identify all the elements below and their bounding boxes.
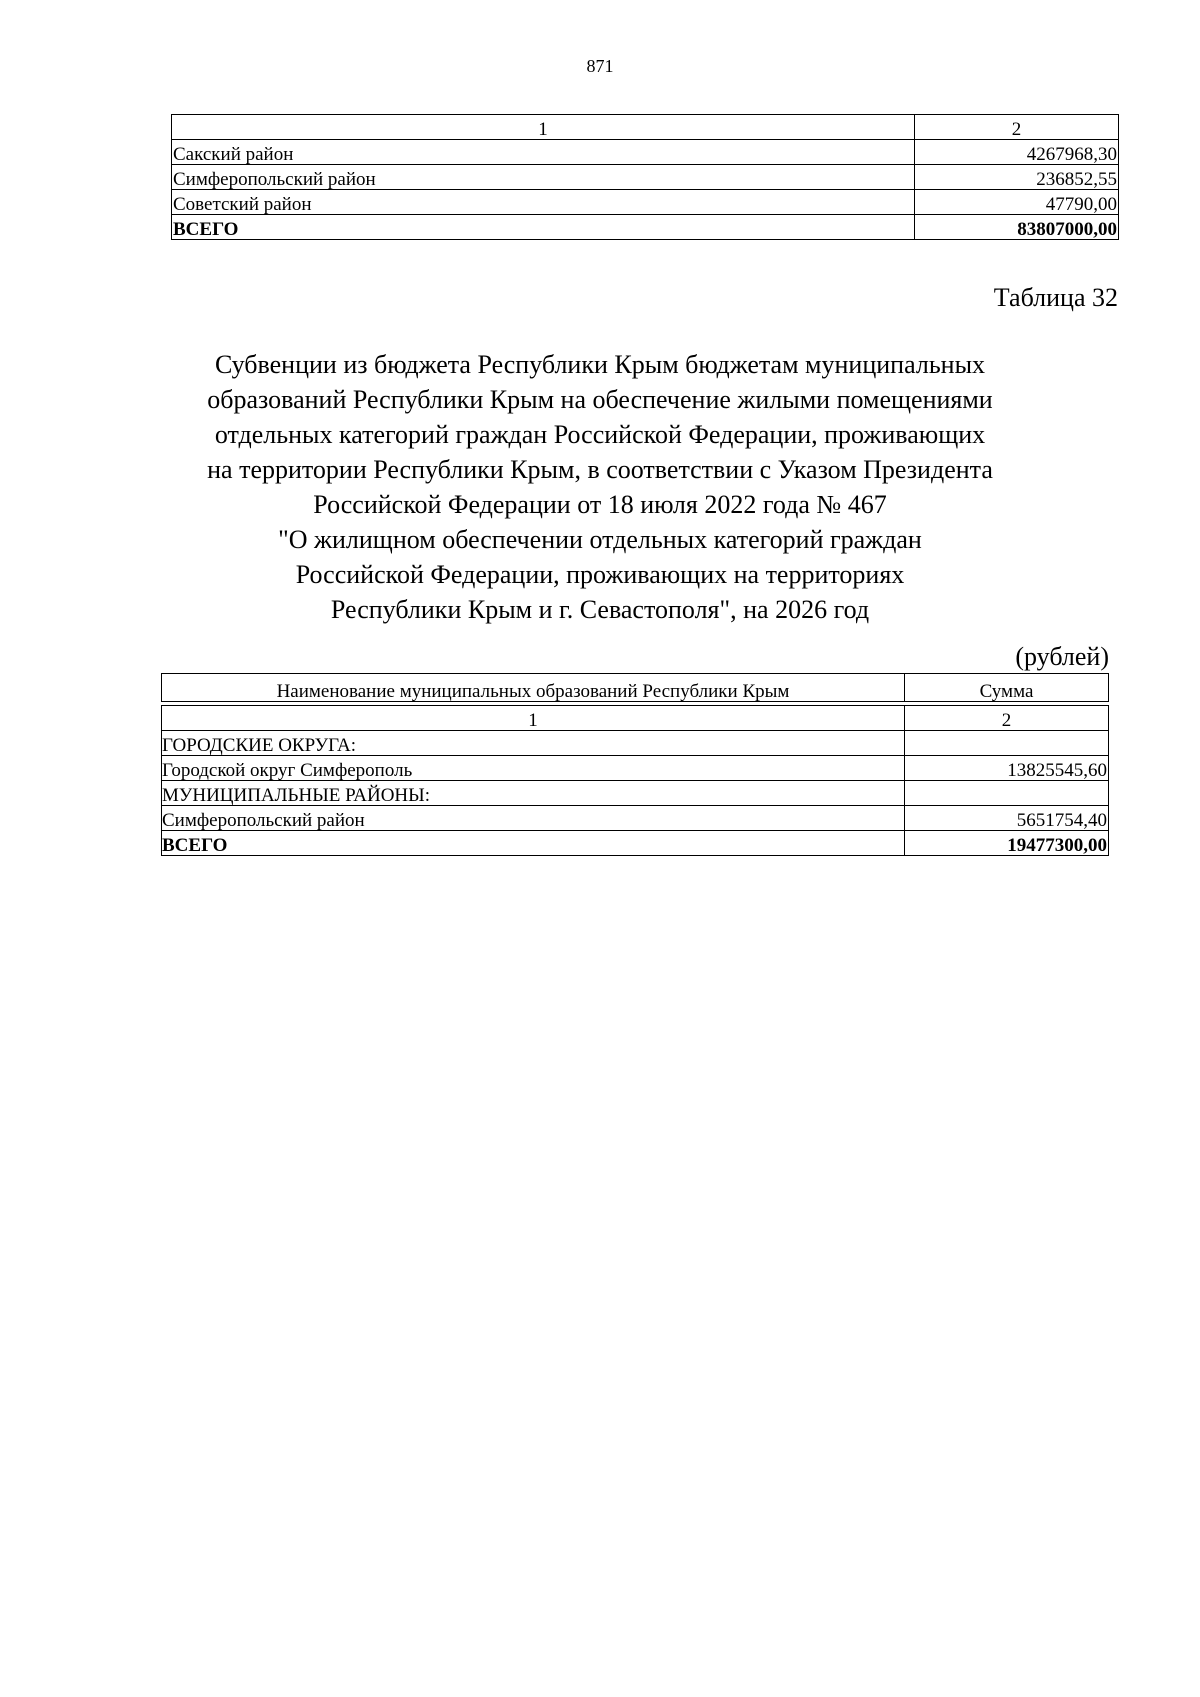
amount: [905, 781, 1109, 806]
total-row: [172, 215, 1119, 240]
municipality-name: Советский район: [172, 190, 915, 215]
column-number: 1: [172, 115, 915, 140]
continued-table: [171, 114, 1119, 240]
total-amount: 19477300,00: [905, 831, 1109, 856]
subvention-table: [161, 673, 1109, 856]
amount: 236852,55: [915, 165, 1119, 190]
units-label: (рублей): [1015, 642, 1109, 671]
amount: 47790,00: [915, 190, 1119, 215]
table-header-row: [162, 674, 1109, 702]
municipality-name: Симферопольский район: [172, 165, 915, 190]
section-label: МУНИЦИПАЛЬНЫЕ РАЙОНЫ:: [162, 781, 905, 806]
table-title: [150, 347, 1050, 627]
table-row: [172, 165, 1119, 190]
amount: 5651754,40: [905, 806, 1109, 831]
municipality-name: Сакский район: [172, 140, 915, 165]
total-label: ВСЕГО: [162, 831, 905, 856]
title-line: Российской Федерации от 18 июля 2022 года № 467: [313, 490, 887, 519]
title-line: Российской Федерации, проживающих на территориях: [295, 560, 905, 589]
table-row: [162, 806, 1109, 831]
column-header-sum: Сумма: [905, 674, 1109, 702]
section-label: ГОРОДСКИЕ ОКРУГА:: [162, 731, 905, 756]
column-number: 1: [162, 706, 905, 731]
column-number: 2: [915, 115, 1119, 140]
total-label: ВСЕГО: [172, 215, 915, 240]
amount: [905, 731, 1109, 756]
title-line: "О жилищном обеспечении отдельных категорий граждан: [278, 525, 922, 554]
table-row: [172, 140, 1119, 165]
column-header-name: Наименование муниципальных образований Республики Крым: [162, 674, 905, 702]
table-row: [162, 781, 1109, 806]
amount: 13825545,60: [905, 756, 1109, 781]
title-line: на территории Республики Крым, в соответствии с Указом Президента: [207, 455, 993, 484]
total-row: [162, 831, 1109, 856]
table-number: Таблица 32: [993, 283, 1118, 312]
page-number: 871: [586, 56, 614, 76]
table-row: [162, 731, 1109, 756]
column-number-row: [162, 706, 1109, 731]
table-header-row: [172, 115, 1119, 140]
municipality-name: Симферопольский район: [162, 806, 905, 831]
amount: 4267968,30: [915, 140, 1119, 165]
title-line: Республики Крым и г. Севастополя", на 2026 год: [330, 595, 870, 624]
title-line: Субвенции из бюджета Республики Крым бюджетам муниципальных: [214, 350, 986, 379]
title-line: образований Республики Крым на обеспечение жилыми помещениями: [207, 385, 993, 414]
municipality-name: Городской округ Симферополь: [162, 756, 905, 781]
table-row: [172, 190, 1119, 215]
column-number: 2: [905, 706, 1109, 731]
table-row: [162, 756, 1109, 781]
total-amount: 83807000,00: [915, 215, 1119, 240]
title-line: отдельных категорий граждан Российской Федерации, проживающих: [214, 420, 986, 449]
